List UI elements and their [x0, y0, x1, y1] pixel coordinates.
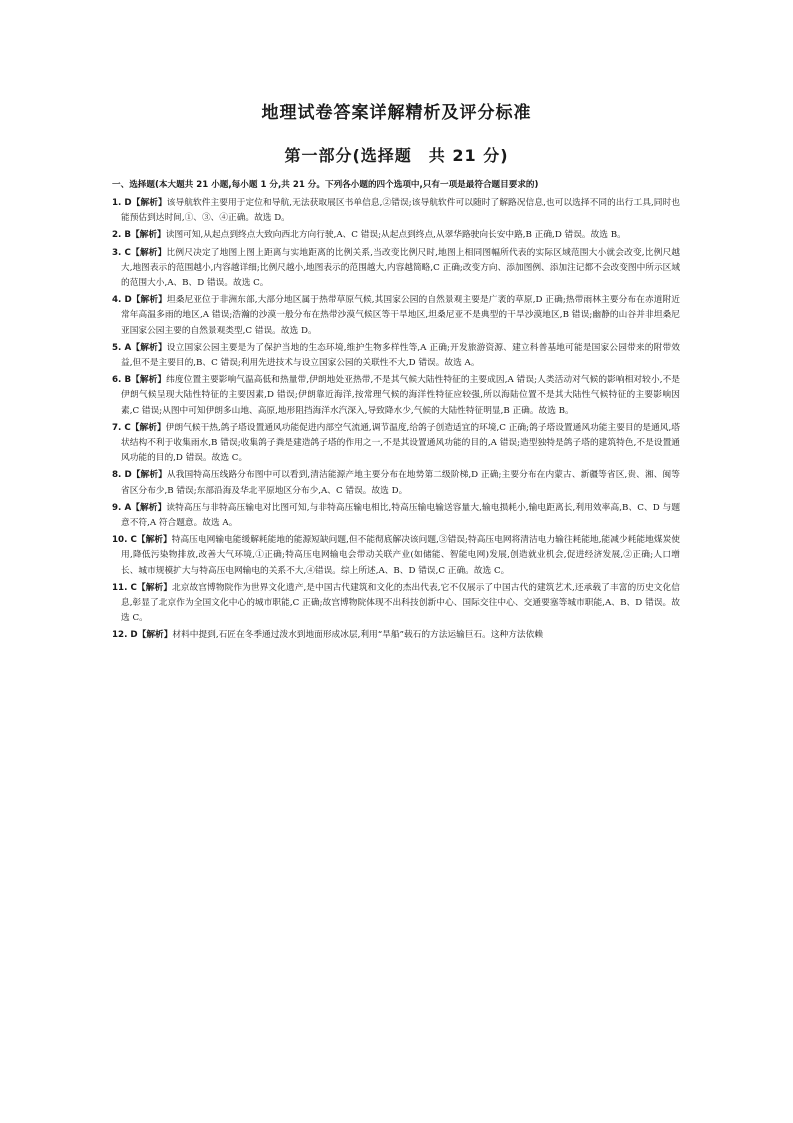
answer-text: 纬度位置主要影响气温高低和热量带,伊朗地处亚热带,不是其气候大陆性特征的主要成因,A 错误;人类活动对气候的影响相对较小,不是伊朗气候呈现大陆性特征的主要因素,D 错误;伊朗靠近海洋,按常理气候的海洋性特征应较强,所以海陆位置不是其大陆性气候特征的主要影响因素,C 错误;从图中可知伊朗多山地、高原,地形阻挡海洋水汽深入,导致降水少,气候的大陆性特征明显,B 正确。故选 B。 — [121, 375, 680, 416]
answer-text: 从我国特高压线路分布图中可以看到,清洁能源产地主要分布在地势第二级阶梯,D 正确;主要分布在内蒙古、新疆等省区,贵、湘、闽等省区分布少,B 错误;东部沿海及华北平原地区分布少,A、C 错误。故选 D。 — [121, 470, 680, 496]
answer-item — [112, 196, 680, 226]
answer-text: 伊朗气候干热,鸽子塔设置通风功能促进内部空气流通,调节温度,给鸽子创造适宜的环境,C 正确;鸽子塔设置通风功能主要目的是通风,塔状结构不利于收集雨水,B 错误;收集鸽子粪是建造鸽子塔的作用之一,不是其设置通风功能的目的,A 错误;造型独特是鸽子塔的建筑特色,不是设置通风功能的目的,D 错误。故选 C。 — [121, 422, 680, 464]
answer-text: 比例尺决定了地图上图上距离与实地距离的比例关系,当改变比例尺时,地图上相同图幅所代表的实际区域范围大小就会改变,比例尺越大,地图表示的范围越小,内容越详细;比例尺越小,地图表示的范围越大,内容越简略,C 正确;改变方向、添加图例、添加注记都不会改变图中所示区域的范围大小,A、B、D 错误。故选 C。 — [121, 247, 681, 289]
answer-item — [112, 581, 680, 627]
page-title: 地理试卷答案详解精析及评分标准 — [261, 103, 532, 123]
answer-item — [112, 341, 680, 371]
answer-text: 读图可知,从起点到终点大致向西北方向行驶,A、C 错误;从起点到终点,从翠华路驶向长安中路,B 正确,D 错误。故选 B。 — [165, 230, 626, 241]
answer-head: 6. B【解析】 — [112, 375, 167, 386]
section-heading: 一、选择题(本大题共 21 小题,每小题 1 分,共 21 分。下列各小题的四个选项中,只有一项是最符合题目要求的) — [112, 180, 539, 190]
answer-text: 材料中提到,石匠在冬季通过泼水到地面形成冰层,利用“旱船”载石的方法运输巨石。这种方法依赖 — [172, 630, 543, 641]
answer-item — [112, 628, 680, 643]
answer-head: 10. C【解析】 — [112, 535, 172, 546]
part-subtitle: 第一部分(选择题 共 21 分) — [284, 146, 509, 165]
answer-head: 1. D【解析】 — [112, 198, 167, 208]
answer-head: 8. D【解析】 — [112, 470, 167, 481]
answer-item — [112, 421, 680, 467]
answer-text: 读特高压与非特高压输电对比图可知,与非特高压输电相比,特高压输电输送容量大,输电损耗小,输电距离长,利用效率高,B、C、D 与题意不符,A 符合题意。故选 A。 — [121, 502, 681, 529]
answer-head: 11. C【解析】 — [112, 582, 172, 593]
answer-text: 北京故宫博物院作为世界文化遗产,是中国古代建筑和文化的杰出代表,它不仅展示了中国古代的建筑艺术,还承载了丰富的历史文化信息,彰显了北京作为全国文化中心的城市职能,C 正确;故宫博物院体现不出科技创新中心、国际交往中心、交通要塞等城市职能,A、B、D 错误。故选 C。 — [121, 582, 680, 624]
answer-item — [112, 228, 680, 243]
answer-head: 3. C【解析】 — [112, 247, 167, 258]
answer-item — [112, 246, 680, 292]
answer-item — [112, 468, 680, 498]
answer-text: 坦桑尼亚位于非洲东部,大部分地区属于热带草原气候,其国家公园的自然景观主要是广袤的草原,D 正确;热带雨林主要分布在赤道附近常年高温多雨的地区,A 错误;浩瀚的沙漠一般分布在热带沙漠气候区等干旱地区,坦桑尼亚不是典型的干旱沙漠地区,B 错误;幽静的山谷并非坦桑尼亚国家公园主要的自然景观类型,C 错误。故选 D。 — [121, 295, 680, 336]
answer-item — [112, 293, 680, 339]
answer-head: 9. A【解析】 — [112, 502, 167, 513]
answer-head: 2. B【解析】 — [112, 230, 166, 241]
answer-content — [112, 178, 680, 646]
answer-text: 特高压电网输电能缓解耗能地的能源短缺问题,但不能彻底解决该问题,③错误;特高压电网将清洁电力输往耗能地,能减少耗能地煤炭使用,降低污染物排放,改善大气环境,①正确;特高压电网输电会带动关联产业(如储能、智能电网)发展,创造就业机会,促进经济发展,②正确;人口增长、城市规模扩大与特高压电网输电的关系不大,④错误。综上所述,A、B、D 错误,C 正确。故选 C。 — [121, 535, 680, 576]
answer-item — [112, 533, 680, 579]
answer-item — [112, 373, 680, 419]
answer-text: 该导航软件主要用于定位和导航,无法获取展区书单信息,②错误;该导航软件可以随时了解路况信息,也可以选择不同的出行工具,同时也能预估到达时间,①、③、④正确。故选 D。 — [121, 198, 680, 224]
answer-head: 5. A【解析】 — [112, 342, 167, 353]
answer-text: 设立国家公园主要是为了保护当地的生态环境,维护生物多样性等,A 正确;开发旅游资源、建立科普基地可能是国家公园带来的附带效益,但不是主要目的,B、C 错误;利用先进技术与设立国家公园的关联性不大,D 错误。故选 A。 — [121, 342, 680, 369]
answer-head: 4. D【解析】 — [112, 295, 167, 306]
answer-head: 12. D【解析】 — [112, 630, 173, 641]
answer-head: 7. C【解析】 — [112, 422, 166, 433]
answer-item — [112, 501, 680, 531]
